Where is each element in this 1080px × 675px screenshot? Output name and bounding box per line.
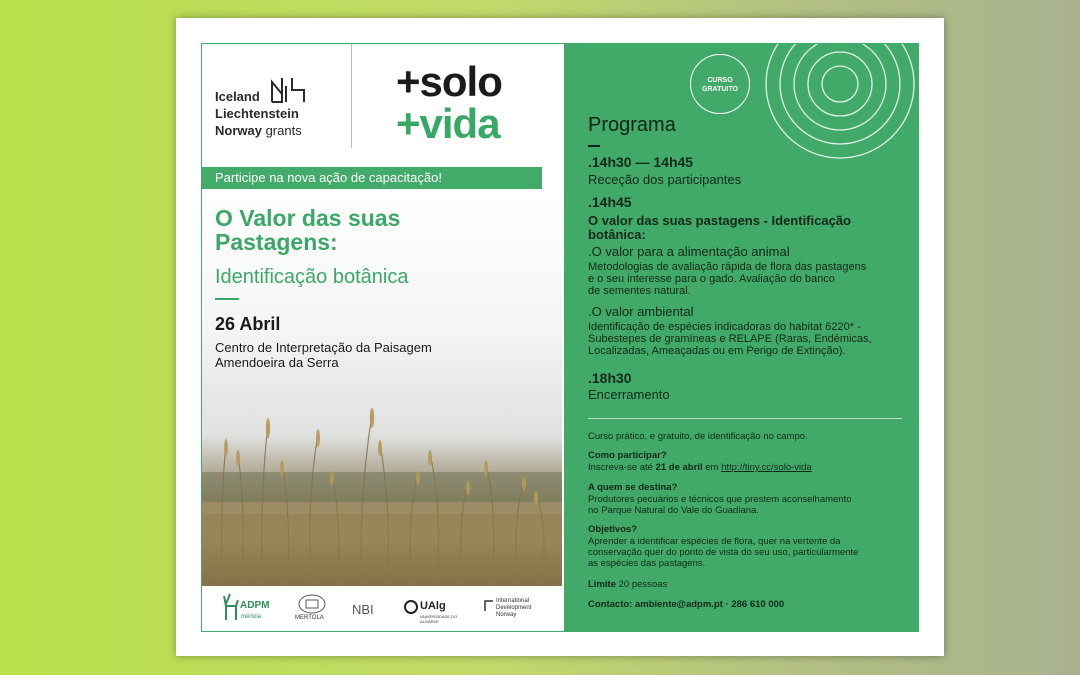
idn-line2: Development <box>496 605 532 611</box>
topic-animal-feed-line2: e o seu interesse para o gado. Avaliação do banco <box>588 273 835 285</box>
event-place-line2: Amendoeira da Serra <box>215 355 339 370</box>
topic-environmental-desc <box>588 321 910 357</box>
registration-link[interactable]: http://tiny.cc/solo-vida <box>721 462 812 473</box>
time-slot-3: .18h30 <box>588 370 632 386</box>
topic-animal-feed-line1: Metodologias de avaliação rápida de flora das pastagens <box>588 261 867 273</box>
topic-environmental-line2: Subestepes de gramíneas e RELAPE (Raras, Endémicas, <box>588 333 872 345</box>
free-course-badge <box>690 54 750 114</box>
idn-line1: International <box>496 598 530 604</box>
badge-line2: GRATUITO <box>702 86 738 93</box>
event-title-line2: Pastagens: <box>215 229 338 255</box>
section-divider <box>588 418 902 419</box>
event-title-line1: O Valor das suas <box>215 205 401 231</box>
ualg-circle-icon <box>404 600 418 614</box>
grants-word: grants <box>261 123 302 138</box>
audience-heading: A quem se destina? <box>588 482 678 493</box>
event-subtitle: Identificação botânica <box>215 266 409 288</box>
objectives-line2: conservação quer do ponto de vista do seu uso, particularmente <box>588 547 859 558</box>
session-title-line1: O valor das suas pastagens - Identificação <box>588 213 851 228</box>
time-slot-2: .14h45 <box>588 194 632 210</box>
contact-phone[interactable]: 286 610 000 <box>731 599 785 610</box>
deer-icon <box>222 592 240 622</box>
flyer-card <box>176 18 944 656</box>
topic-animal-feed: .O valor para a alimentação animal <box>588 244 790 259</box>
contact-label: Contacto: <box>588 599 635 610</box>
nbi-logo: NBI <box>352 602 374 617</box>
objectives-heading: Objetivos? <box>588 524 638 535</box>
program-panel <box>564 44 918 631</box>
session-title <box>588 214 910 242</box>
event-place-line1: Centro de Interpretação da Paisagem <box>215 340 432 355</box>
castle-crest-icon <box>297 594 327 614</box>
time-slot-3-desc: Encerramento <box>588 387 670 402</box>
concentric-rings-graphic <box>760 44 918 164</box>
how-to-join-heading: Como participar? <box>588 450 667 461</box>
topic-animal-feed-line3: de sementes natural. <box>588 285 691 297</box>
grants-line-liechtenstein: Liechtenstein <box>215 106 299 121</box>
mertola-logo <box>292 594 332 624</box>
objectives-line3: as espécies das pastagens. <box>588 558 706 569</box>
title-dash <box>215 298 239 300</box>
grants-emblem-icon <box>270 76 306 104</box>
contact-separator: · <box>722 599 732 610</box>
limit-value: 20 pessoas <box>615 579 668 590</box>
topic-environmental: .O valor ambiental <box>588 304 694 319</box>
program-dash <box>588 145 600 147</box>
time-slot-1-desc: Receção dos participantes <box>588 172 742 187</box>
adpm-logo-text: ADPM <box>240 600 270 611</box>
vida-wordmark: +vida <box>396 100 500 147</box>
topic-animal-feed-desc <box>588 261 910 297</box>
ualg-logo-sub: UNIVERSIDADE DO ALGARVE <box>420 614 458 624</box>
topic-environmental-line1: Identificação de espécies indicadoras do habitat 6220* - <box>588 321 861 333</box>
event-place <box>215 340 432 370</box>
topic-environmental-line3: Localizadas, Ameaçadas ou em Perigo de Extinção). <box>588 345 846 357</box>
participant-limit <box>588 579 910 590</box>
grants-line-iceland: Iceland <box>215 89 260 104</box>
grants-line-norway: Norway <box>215 123 262 138</box>
mertola-logo-text: MERTOLA <box>295 615 324 621</box>
event-date: 26 Abril <box>215 314 281 334</box>
partner-logos <box>202 586 562 631</box>
adpm-logo-sub: mértola <box>241 614 262 620</box>
audience-line1: Produtores pecuários e técnicos que prestem aconselhamento <box>588 494 852 505</box>
registration-prefix: Inscreva-se até <box>588 462 656 473</box>
audience-line2: no Parque Natural do Vale do Guadiana. <box>588 505 759 516</box>
badge-line1: CURSO <box>707 77 733 84</box>
time-slot-1: .14h30 — 14h45 <box>588 154 694 170</box>
objectives-text <box>588 536 910 569</box>
solo-wordmark: +solo <box>396 58 502 105</box>
contact-email[interactable]: ambiente@adpm.pt <box>634 599 723 610</box>
objectives-line1: Aprender a identificar espécies de flora, quer na vertente da <box>588 536 841 547</box>
program-title: Programa <box>588 114 676 136</box>
header-divider <box>351 44 352 148</box>
registration-mid: em <box>702 462 722 473</box>
registration-deadline: 21 de abril <box>655 462 703 473</box>
grass-illustration <box>202 384 562 586</box>
how-to-join-text <box>588 462 910 473</box>
limit-label: Limite <box>588 579 616 590</box>
ualg-logo-text: UAlg <box>420 600 446 612</box>
idn-line3: Norway <box>496 612 517 618</box>
contact-line <box>588 599 910 610</box>
idn-mark-icon <box>484 600 494 612</box>
call-to-action-banner: Participe na nova ação de capacitação! <box>202 167 542 189</box>
session-title-line2: botânica: <box>588 227 646 242</box>
audience-text <box>588 494 910 516</box>
flyer-frame <box>201 43 919 632</box>
event-title <box>215 206 400 254</box>
info-intro: Curso prático, e gratuito, de identificação no campo. <box>588 431 808 442</box>
left-column <box>202 44 562 631</box>
